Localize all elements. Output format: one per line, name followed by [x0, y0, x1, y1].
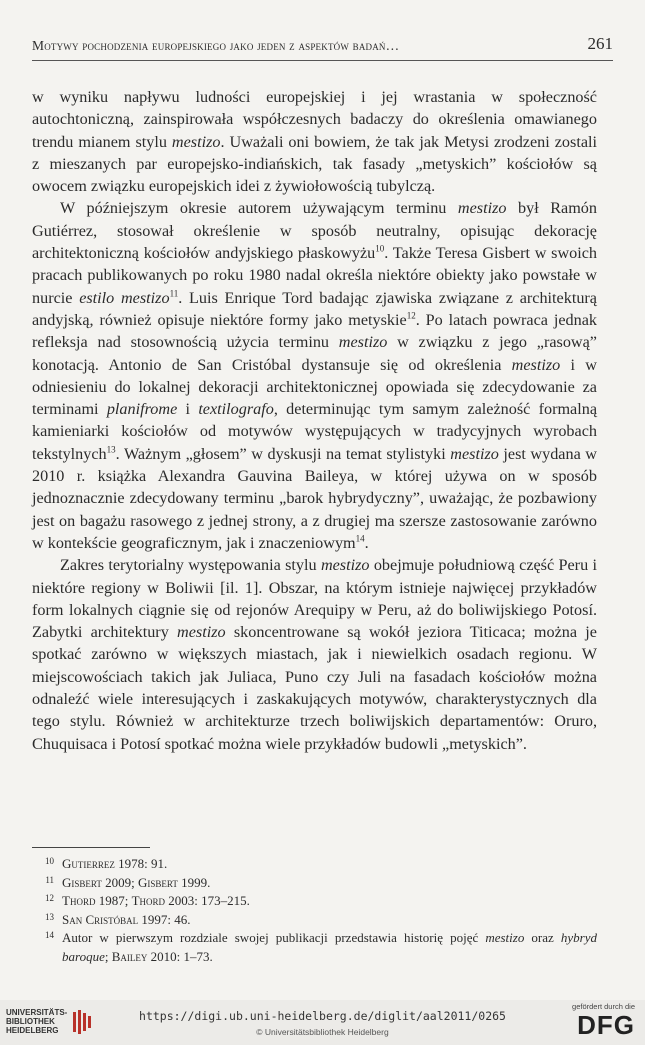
page-number: 261	[587, 34, 613, 53]
body-text	[32, 86, 597, 755]
footnote-14: 14 Autor w pierwszym rozdziale swojej publikacji przedstawia historię pojęć mestizo oraz hybryd baroque; Bailey 2010: 1–73.	[45, 930, 597, 964]
footnote-ref-13[interactable]: 13	[106, 444, 116, 455]
footnote-divider	[32, 847, 150, 848]
running-title: Motywy pochodzenia europejskiego jako jeden z aspektów badań…	[32, 38, 400, 53]
footnote-13: 13 San Cristóbal 1997: 46.	[45, 911, 191, 927]
paragraph-1: w wyniku napływu ludności europejskiej i jej wrastania w społeczność autochtoniczną, zainspirowała współczesnych badaczy do określenia omawianego trendu mianem stylu mestizo. Uważali oni bowiem, że tak jak Metysi zrodzeni zostali z mieszanych par europejsko-indiańskich, tak fasady „metyskich” kościołów są owocem związku europejskich idei z żywiołowością tubylczą.	[32, 88, 597, 196]
paragraph-3: Zakres terytorialny występowania stylu mestizo obejmuje południową część Peru i niektóre regiony w Boliwii [il. 1]. Obszar, na którym istnieje najwięcej przykładów form lokalnych ciągnie się od rejonów Arequipy w Peru, aż do boliwijskiego Potosí. Zabytki architektury mestizo skoncentrowane są wokół jeziora Titicaca; można je spotkać zarówno w większych miastach, jak i niewielkich osadach regionu. W miejscowościach takich jak Juliaca, Puno czy Juli na fasadach kościołów można odnaleźć wiele interesujących i zaskakujących motywów, charakterystycznych dla tego stylu. Również w architekturze trzech boliwijskich departamentów: Oruro, Chuquisaca i Potosí spotkać można wiele przykładów budowli „metyskich”.	[32, 556, 597, 753]
footnote-ref-14[interactable]: 14	[355, 533, 365, 544]
footnote-ref-11[interactable]: 11	[169, 288, 179, 299]
running-header	[32, 30, 613, 61]
footnote-10: 10 Gutierrez 1978: 91.	[45, 856, 168, 871]
viewer-footer	[0, 1000, 645, 1045]
footnote-11: 11 Gisbert 2009; Gisbert 1999.	[45, 874, 211, 890]
footnote-ref-10[interactable]: 10	[375, 243, 385, 254]
university-library-logo[interactable]: UNIVERSITÄTS- BIBLIOTHEK HEIDELBERG	[6, 1008, 93, 1035]
paragraph-2: W późniejszym okresie autorem używającym terminu mestizo był Ramón Gutiérrez, stosował określenie w sposób neutralny, opisując dekorację architektoniczną kościołów andyjskiego płaskowyżu$^{10}$. Także Teresa Gisbert w swoich pracach publikowanych po roku 1980 nadal określa niektóre obiekty jako powstałe w nurcie estilo mestizo$^{11}$. Luis Enrique Tord badając zjawiska związane z architekturą andyjską, również opisuje niektóre formy jako metyskie$^{12}$. Po latach powraca jednak refleksja nad stosownością użycia terminu mestizo w związku z jego „rasową” konotacją. Antonio de San Cristóbal dystansuje się od określenia mestizo i w odniesieniu do lokalnej dekoracji architektonicznej opowiada się zdecydowanie za terminami planifrome i textilografo, determinując tym samym zależność formalną kamieniarki kościołów od motywów występujących w tradycyjnych wyrobach tekstylnych$^{13}$. Ważnym „głosem” w dyskusji na temat stylistyki mestizo jest wydana w 2010 r. książka Alexandra Gauvina Baileya, w której używa on w sposób jednoznacznie zdecydowany terminu „barok hybrydyczny”, uważając, że pozbawiony jest on bagażu rasowego z jednej strony, a z drugiej ma szersze zastosowanie zarówno w kontekście geograficznym, jak i znaczeniowym$^{14}$.	[32, 199, 598, 552]
footnote-ref-12[interactable]: 12	[406, 310, 416, 321]
dfg-logo[interactable]: gefördert durch die DFG	[572, 1002, 635, 1040]
footnotes	[32, 855, 597, 967]
permalink-url[interactable]: https://digi.ub.uni-heidelberg.de/diglit/aal2011/0265	[139, 1009, 506, 1023]
footnote-12: 12 Thord 1987; Thord 2003: 173–215.	[45, 893, 250, 909]
copyright-notice: © Universitätsbibliothek Heidelberg	[256, 1027, 389, 1037]
